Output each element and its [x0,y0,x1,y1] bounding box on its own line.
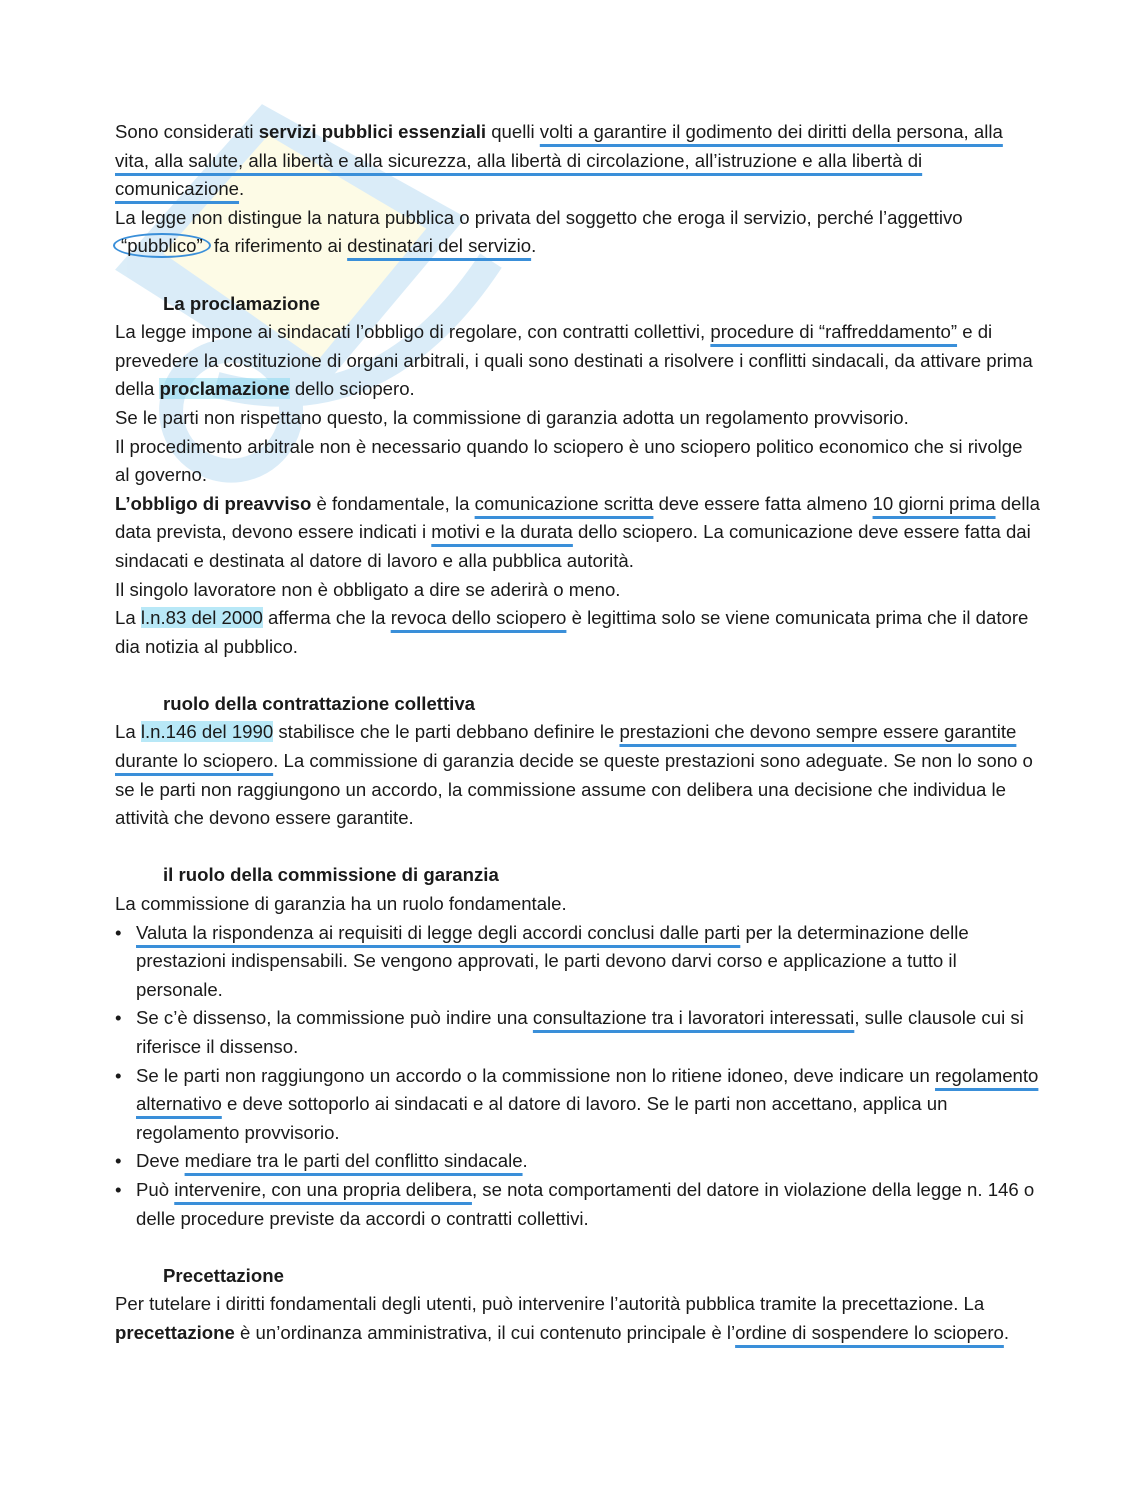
section-heading-precettazione: Precettazione [163,1264,284,1286]
highlighted-law-reference: l.n.83 del 2000 [140,607,263,629]
list-item: • Se le parti non raggiungono un accordo o la commissione non lo ritiene idoneo, deve indicare un regolamento alternativo e deve sottoporlo ai sindacati e al datore di lavoro. Se le parti non accettano, applica un regolamento provvisorio. [115,1062,1040,1148]
underlined-text: prestazioni che devono sempre essere garantite durante lo sciopero [115,721,1017,772]
underlined-text: volti a garantire il godimento dei diritti della persona, alla vita, alla salute, alla libertà e alla sicurezza, alla libertà di circolazione, all’istruzione e alla libertà di comunicazione [115,121,1003,200]
intro-paragraph-1: Sono considerati servizi pubblici essenziali quelli volti a garantire il godimento dei diritti della persona, alla vita, alla salute, alla libertà e alla sicurezza, alla libertà di circolazione, all’istruzione e alla libertà di comunicazione. [115,121,1003,200]
section-heading-commissione: il ruolo della commissione di garanzia [163,864,499,886]
underlined-text: consultazione tra i lavoratori interessati [532,1007,855,1029]
keyword-obbligo-preavviso: L’obbligo di preavviso [115,492,312,514]
section-heading-contrattazione: ruolo della contrattazione collettiva [163,692,476,714]
underlined-text: destinatari del servizio [347,235,532,257]
underlined-text: mediare tra le parti del conflitto sindacale [184,1150,523,1172]
underlined-text: procedure di “raffreddamento” [710,321,958,343]
underlined-text: regolamento alternativo [136,1064,1039,1115]
list-item: • Deve mediare tra le parti del conflitto sindacale. [115,1147,1040,1176]
proclamazione-paragraph-2: Se le parti non rispettano questo, la commissione di garanzia adotta un regolamento provvisorio. [115,406,909,428]
highlighted-law-reference: l.n.146 del 1990 [140,721,274,743]
list-item: • Può intervenire, con una propria delibera, se nota comportamenti del datore in violazione della legge n. 146 o delle procedure previste da accordi o contratti collettivi. [115,1176,1040,1233]
underlined-text: ordine di sospendere lo sciopero [735,1321,1004,1343]
circled-text: “pubblico” [113,233,211,258]
proclamazione-paragraph-3: Il procedimento arbitrale non è necessario quando lo sciopero è uno sciopero politico economico che si rivolge al governo. [115,435,1023,486]
precettazione-paragraph-1: Per tutelare i diritti fondamentali degli utenti, può intervenire l’autorità pubblica tramite la precettazione. La precettazione è un’ordinanza amministrativa, il cui contenuto principale è l’ordine di sospendere lo sciopero. [115,1293,1010,1343]
proclamazione-paragraph-6: La l.n.83 del 2000 afferma che la revoca dello sciopero è legittima solo se viene comunicata prima che il datore dia notizia al pubblico. [115,607,1029,657]
proclamazione-paragraph-1: La legge impone ai sindacati l’obbligo di regolare, con contratti collettivi, procedure di “raffreddamento” e di prevedere la costituzione di organi arbitrali, i quali sono destinati a risolvere i conflitti sindacali, da attivare prima della proclamazione dello sciopero. [115,321,1033,400]
underlined-text: Valuta la rispondenza ai requisiti di legge degli accordi conclusi dalle parti [136,921,741,943]
keyword-precettazione: precettazione [115,1321,235,1343]
contrattazione-paragraph-1: La l.n.146 del 1990 stabilisce che le parti debbano definire le prestazioni che devono sempre essere garantite durante lo sciopero. La commissione di garanzia decide se queste prestazioni sono adeguate. Se non lo sono o se le parti non raggiungono un accordo, la commissione assume con delibera una decisione che individua le attività che devono essere garantite. [115,721,1033,829]
document-page [115,118,1040,1348]
underlined-text: intervenire, con una propria delibera [174,1178,472,1200]
proclamazione-paragraph-4: L’obbligo di preavviso è fondamentale, la comunicazione scritta deve essere fatta almeno 10 giorni prima della data prevista, devono essere indicati i motivi e la durata dello sciopero. La comunicazione deve essere fatta dai sindacati e destinata al datore di lavoro e alla pubblica autorità. [115,492,1040,571]
list-item: • Se c’è dissenso, la commissione può indire una consultazione tra i lavoratori interessati, sulle clausole cui si riferisce il dissenso. [115,1004,1040,1061]
underlined-text: motivi e la durata [431,521,573,543]
commissione-bullet-list [115,919,1040,1234]
underlined-text: revoca dello sciopero [390,607,567,629]
keyword-servizi-pubblici: servizi pubblici essenziali [258,121,487,142]
underlined-text: comunicazione scritta [474,492,654,514]
keyword-proclamazione: proclamazione [159,378,290,400]
list-item: • Valuta la rispondenza ai requisiti di legge degli accordi conclusi dalle parti per la determinazione delle prestazioni indispensabili. Se vengono approvati, le parti devono darvi corso e applicazione a tutto il personale. [115,919,1040,1005]
commissione-intro: La commissione di garanzia ha un ruolo fondamentale. [115,893,567,915]
intro-paragraph-2: La legge non distingue la natura pubblica o privata del soggetto che eroga il servizio, perché l’aggettivo “pubblico” fa riferimento ai destinatari del servizio. [115,206,963,257]
section-heading-proclamazione: La proclamazione [163,292,321,314]
underlined-text: 10 giorni prima [872,492,996,514]
proclamazione-paragraph-5: Il singolo lavoratore non è obbligato a dire se aderirà o meno. [115,578,621,600]
